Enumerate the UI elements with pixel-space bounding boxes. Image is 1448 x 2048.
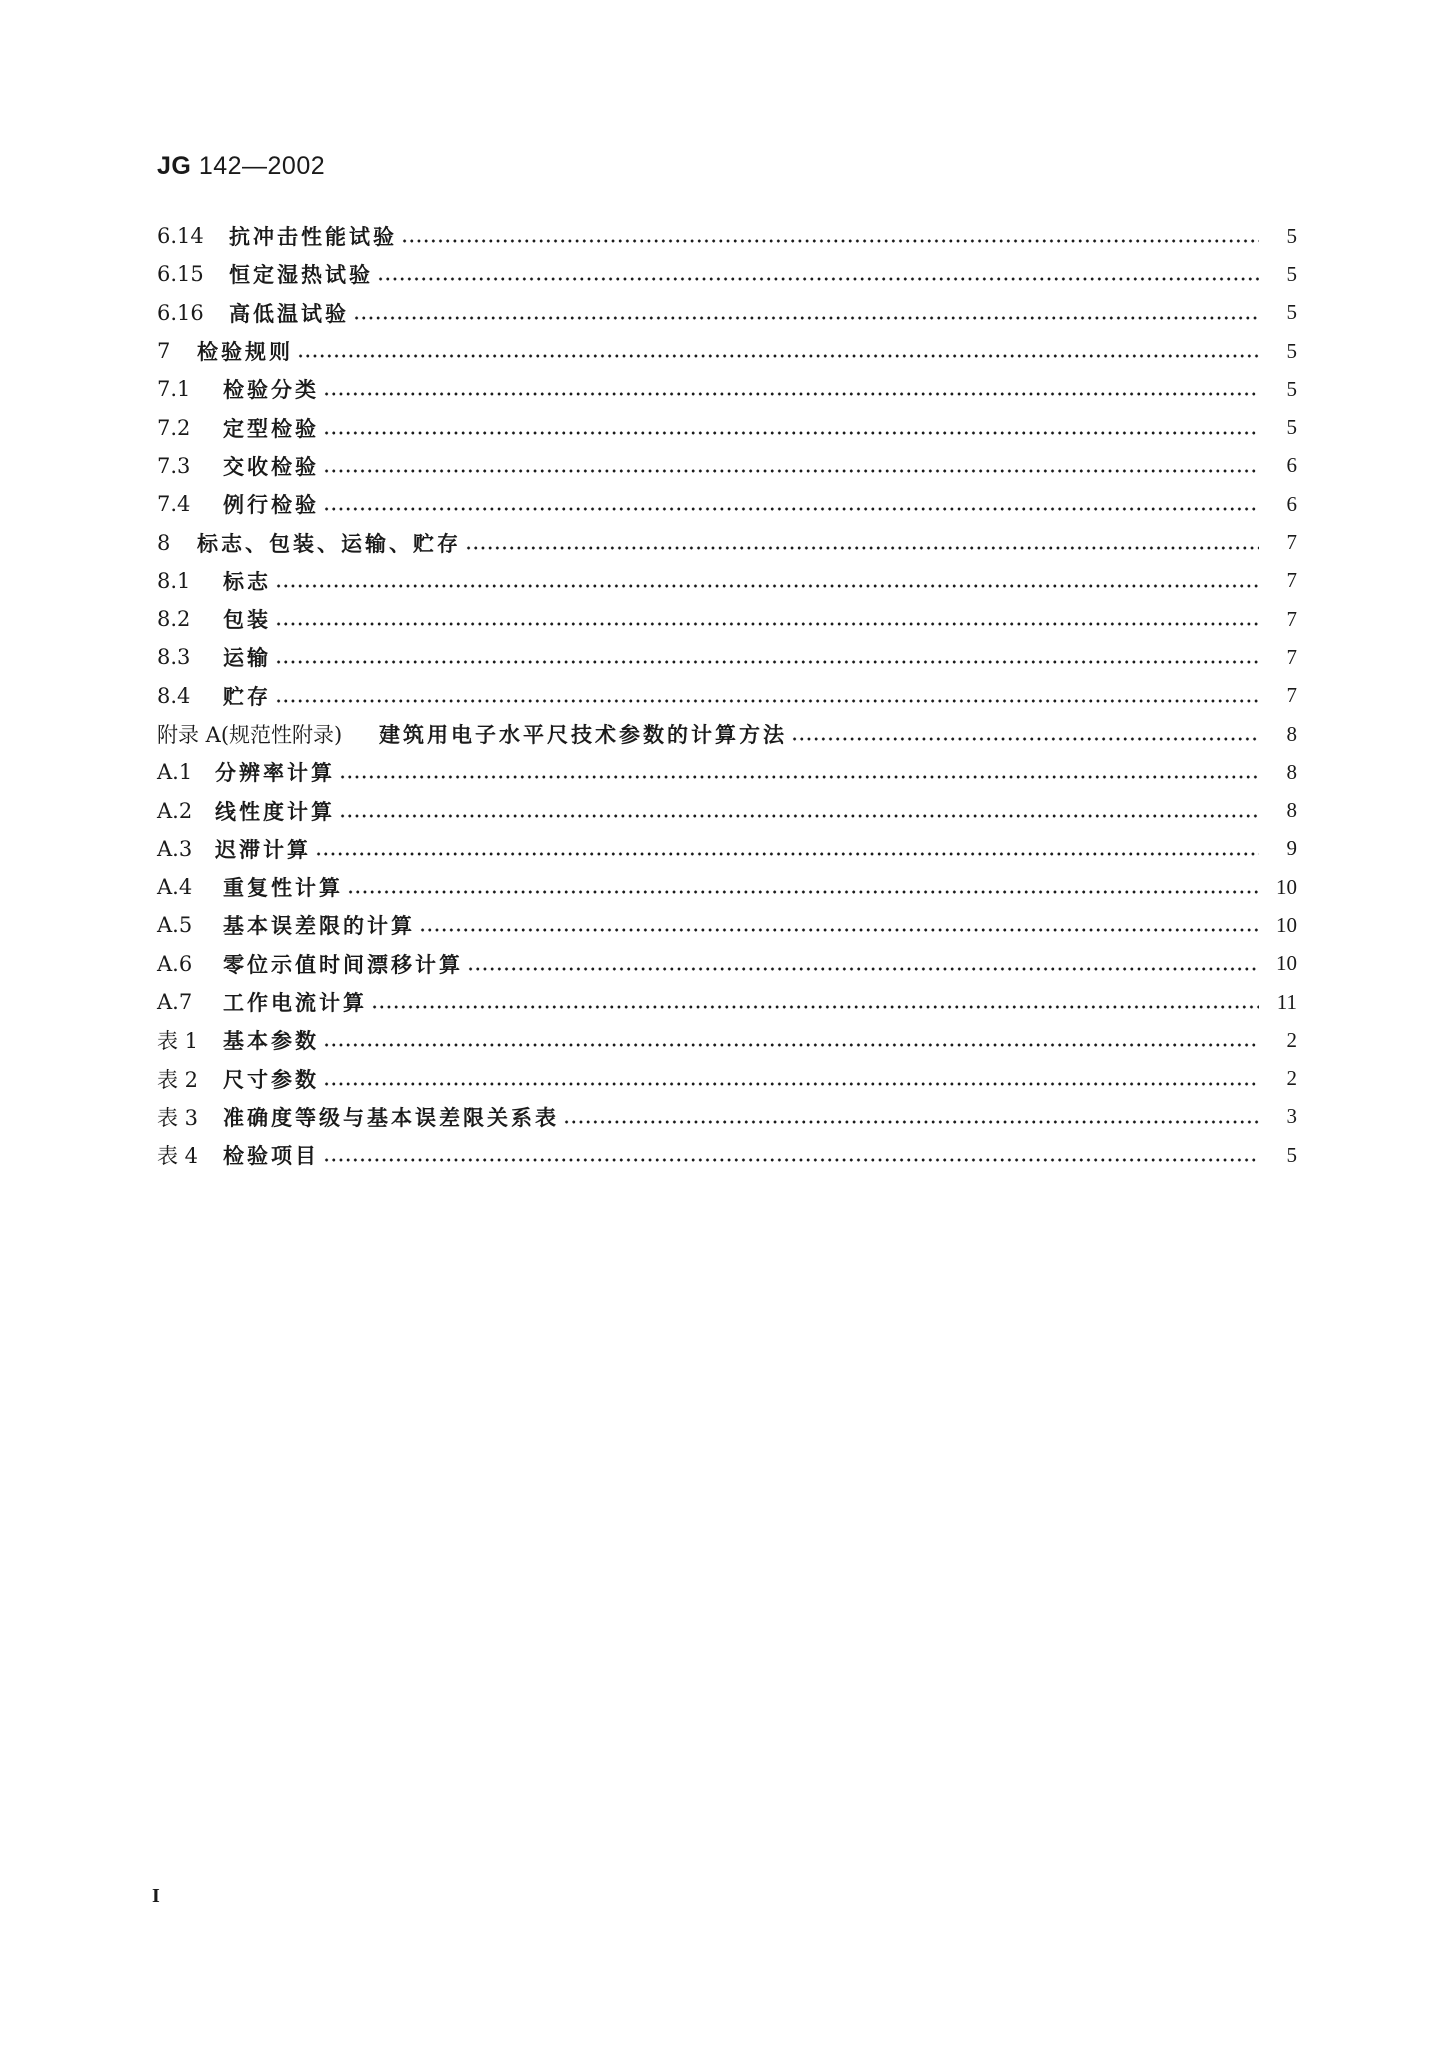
toc-entry-title: 准确度等级与基本误差限关系表 [223, 1104, 559, 1130]
toc-entry-page: 7 [1286, 530, 1297, 555]
toc-entry-number: 表 2 [157, 1067, 199, 1092]
dot-leader [323, 392, 1259, 396]
toc-entry-page: 5 [1286, 415, 1297, 440]
toc-entry-page: 7 [1286, 683, 1297, 708]
toc-entry[interactable] [157, 408, 1297, 446]
toc-entry[interactable] [157, 1136, 1297, 1174]
toc-entry-title: 建筑用电子水平尺技术参数的计算方法 [379, 722, 787, 747]
document-code [157, 152, 325, 181]
toc-entry-title: 标志、包装、运输、贮存 [197, 530, 461, 556]
page-folio: I [152, 1885, 160, 1907]
toc-entry-title: 贮存 [223, 683, 271, 709]
toc-entry-title: 抗冲击性能试验 [229, 224, 397, 250]
dot-leader [563, 1120, 1259, 1124]
toc-entry-page: 11 [1276, 989, 1297, 1014]
toc-entry-number: 8.4 [157, 683, 191, 708]
toc-entry-number: A.2 [157, 798, 193, 823]
toc-entry[interactable] [157, 906, 1297, 944]
toc-entry-number: A.5 [157, 913, 193, 938]
dot-leader [791, 737, 1259, 741]
toc-entry-title: 基本参数 [223, 1028, 319, 1054]
toc-entry-page: 5 [1286, 223, 1297, 248]
toc-entry-title: 包装 [223, 607, 271, 633]
dot-leader [377, 277, 1259, 281]
dot-leader [465, 546, 1259, 550]
document-code-prefix: JG [157, 152, 192, 180]
toc-entry-title: 工作电流计算 [223, 990, 367, 1016]
toc-entry-page: 10 [1276, 874, 1297, 899]
toc-entry-title: 零位示值时间漂移计算 [223, 951, 463, 977]
dot-leader [339, 775, 1259, 779]
dot-leader [353, 316, 1259, 320]
toc-entry-number: 7 [157, 339, 171, 364]
toc-entry[interactable] [157, 791, 1297, 829]
toc-entry[interactable] [157, 1021, 1297, 1059]
toc-entry-number: 7.1 [157, 377, 191, 402]
toc-entry-title: 定型检验 [223, 415, 319, 441]
toc-entry-number: 7.3 [157, 453, 191, 478]
table-of-contents [157, 217, 1297, 1174]
dot-leader [323, 431, 1259, 435]
toc-entry-page: 5 [1286, 300, 1297, 325]
toc-entry-title: 重复性计算 [223, 875, 343, 901]
dot-leader [371, 1005, 1259, 1009]
dot-leader [323, 469, 1259, 473]
dot-leader [339, 814, 1259, 818]
toc-entry-title: 尺寸参数 [223, 1066, 319, 1092]
toc-entry[interactable] [157, 523, 1297, 561]
toc-entry[interactable] [157, 638, 1297, 676]
toc-entry-title: 恒定湿热试验 [229, 262, 373, 288]
toc-entry-title: 迟滞计算 [215, 836, 311, 862]
dot-leader [275, 622, 1259, 626]
toc-entry[interactable] [157, 715, 1297, 753]
toc-entry[interactable] [157, 983, 1297, 1021]
toc-entry[interactable] [157, 677, 1297, 715]
toc-entry-page: 2 [1286, 1027, 1297, 1052]
toc-entry[interactable] [157, 447, 1297, 485]
toc-entry[interactable] [157, 753, 1297, 791]
toc-entry[interactable] [157, 217, 1297, 255]
toc-entry-title: 检验规则 [197, 339, 293, 365]
toc-entry-number: 6.14 [157, 224, 204, 249]
toc-entry-page: 7 [1286, 568, 1297, 593]
dot-leader [323, 507, 1259, 511]
toc-entry-page: 5 [1286, 1142, 1297, 1167]
toc-entry-page: 7 [1286, 606, 1297, 631]
toc-entry[interactable] [157, 294, 1297, 332]
toc-entry-number: 6.15 [157, 262, 204, 287]
toc-entry-page: 9 [1286, 836, 1297, 861]
dot-leader [275, 584, 1259, 588]
toc-entry-title: 交收检验 [223, 453, 319, 479]
toc-entry-page: 3 [1286, 1104, 1297, 1129]
toc-entry-number: A.3 [157, 836, 193, 861]
toc-entry-number: 8.1 [157, 568, 191, 593]
toc-entry[interactable] [157, 868, 1297, 906]
dot-leader [419, 928, 1259, 932]
toc-entry[interactable] [157, 1098, 1297, 1136]
dot-leader [315, 852, 1259, 856]
toc-entry-page: 5 [1286, 376, 1297, 401]
toc-entry-title: 高低温试验 [229, 300, 349, 326]
toc-entry[interactable] [157, 485, 1297, 523]
toc-entry-title: 基本误差限的计算 [223, 913, 415, 939]
toc-entry-page: 8 [1286, 721, 1297, 746]
toc-entry[interactable] [157, 370, 1297, 408]
dot-leader [275, 660, 1259, 664]
toc-entry[interactable] [157, 945, 1297, 983]
toc-entry-number: A.1 [157, 760, 193, 785]
toc-entry-title: 运输 [223, 645, 271, 671]
toc-entry-page: 10 [1276, 912, 1297, 937]
dot-leader [323, 1082, 1259, 1086]
toc-entry-page: 5 [1286, 338, 1297, 363]
toc-entry-number: 7.2 [157, 415, 191, 440]
toc-entry-number: A.4 [157, 875, 193, 900]
toc-entry[interactable] [157, 332, 1297, 370]
document-code-number: 142—2002 [198, 152, 326, 180]
toc-entry-number: 7.4 [157, 492, 191, 517]
toc-entry-page: 2 [1286, 1066, 1297, 1091]
toc-entry-page: 5 [1286, 261, 1297, 286]
toc-entry-number: 表 1 [157, 1029, 199, 1054]
toc-entry-number: 表 4 [157, 1144, 199, 1169]
toc-entry-page: 8 [1286, 798, 1297, 823]
toc-entry[interactable] [157, 1060, 1297, 1098]
toc-entry[interactable] [157, 830, 1297, 868]
dot-leader [275, 699, 1259, 703]
toc-entry-number: A.6 [157, 951, 193, 976]
toc-entry-number: 8.3 [157, 645, 191, 670]
dot-leader [323, 1158, 1259, 1162]
dot-leader [467, 967, 1259, 971]
toc-entry-title: 检验分类 [223, 377, 319, 403]
toc-entry-page: 8 [1286, 759, 1297, 784]
toc-entry-page: 7 [1286, 644, 1297, 669]
toc-entry-number: 表 3 [157, 1105, 199, 1130]
dot-leader [297, 354, 1259, 358]
toc-entry-page: 6 [1286, 491, 1297, 516]
toc-entry-number: 6.16 [157, 300, 204, 325]
toc-entry-title: 分辨率计算 [215, 760, 335, 786]
toc-entry-title: 线性度计算 [215, 798, 335, 824]
toc-entry-page: 6 [1286, 453, 1297, 478]
toc-entry-page: 10 [1276, 951, 1297, 976]
toc-entry[interactable] [157, 562, 1297, 600]
toc-entry[interactable] [157, 600, 1297, 638]
dot-leader [323, 1043, 1259, 1047]
toc-entry-number: 附录 A(规范性附录) [157, 723, 343, 747]
dot-leader [401, 239, 1259, 243]
toc-entry-title: 检验项目 [223, 1143, 319, 1169]
toc-entry-number: 8 [157, 530, 171, 555]
dot-leader [347, 890, 1259, 894]
toc-entry-number: A.7 [157, 990, 193, 1015]
toc-entry[interactable] [157, 255, 1297, 293]
toc-entry-title: 标志 [223, 568, 271, 594]
toc-entry-number: 8.2 [157, 607, 191, 632]
toc-entry-title: 例行检验 [223, 492, 319, 518]
